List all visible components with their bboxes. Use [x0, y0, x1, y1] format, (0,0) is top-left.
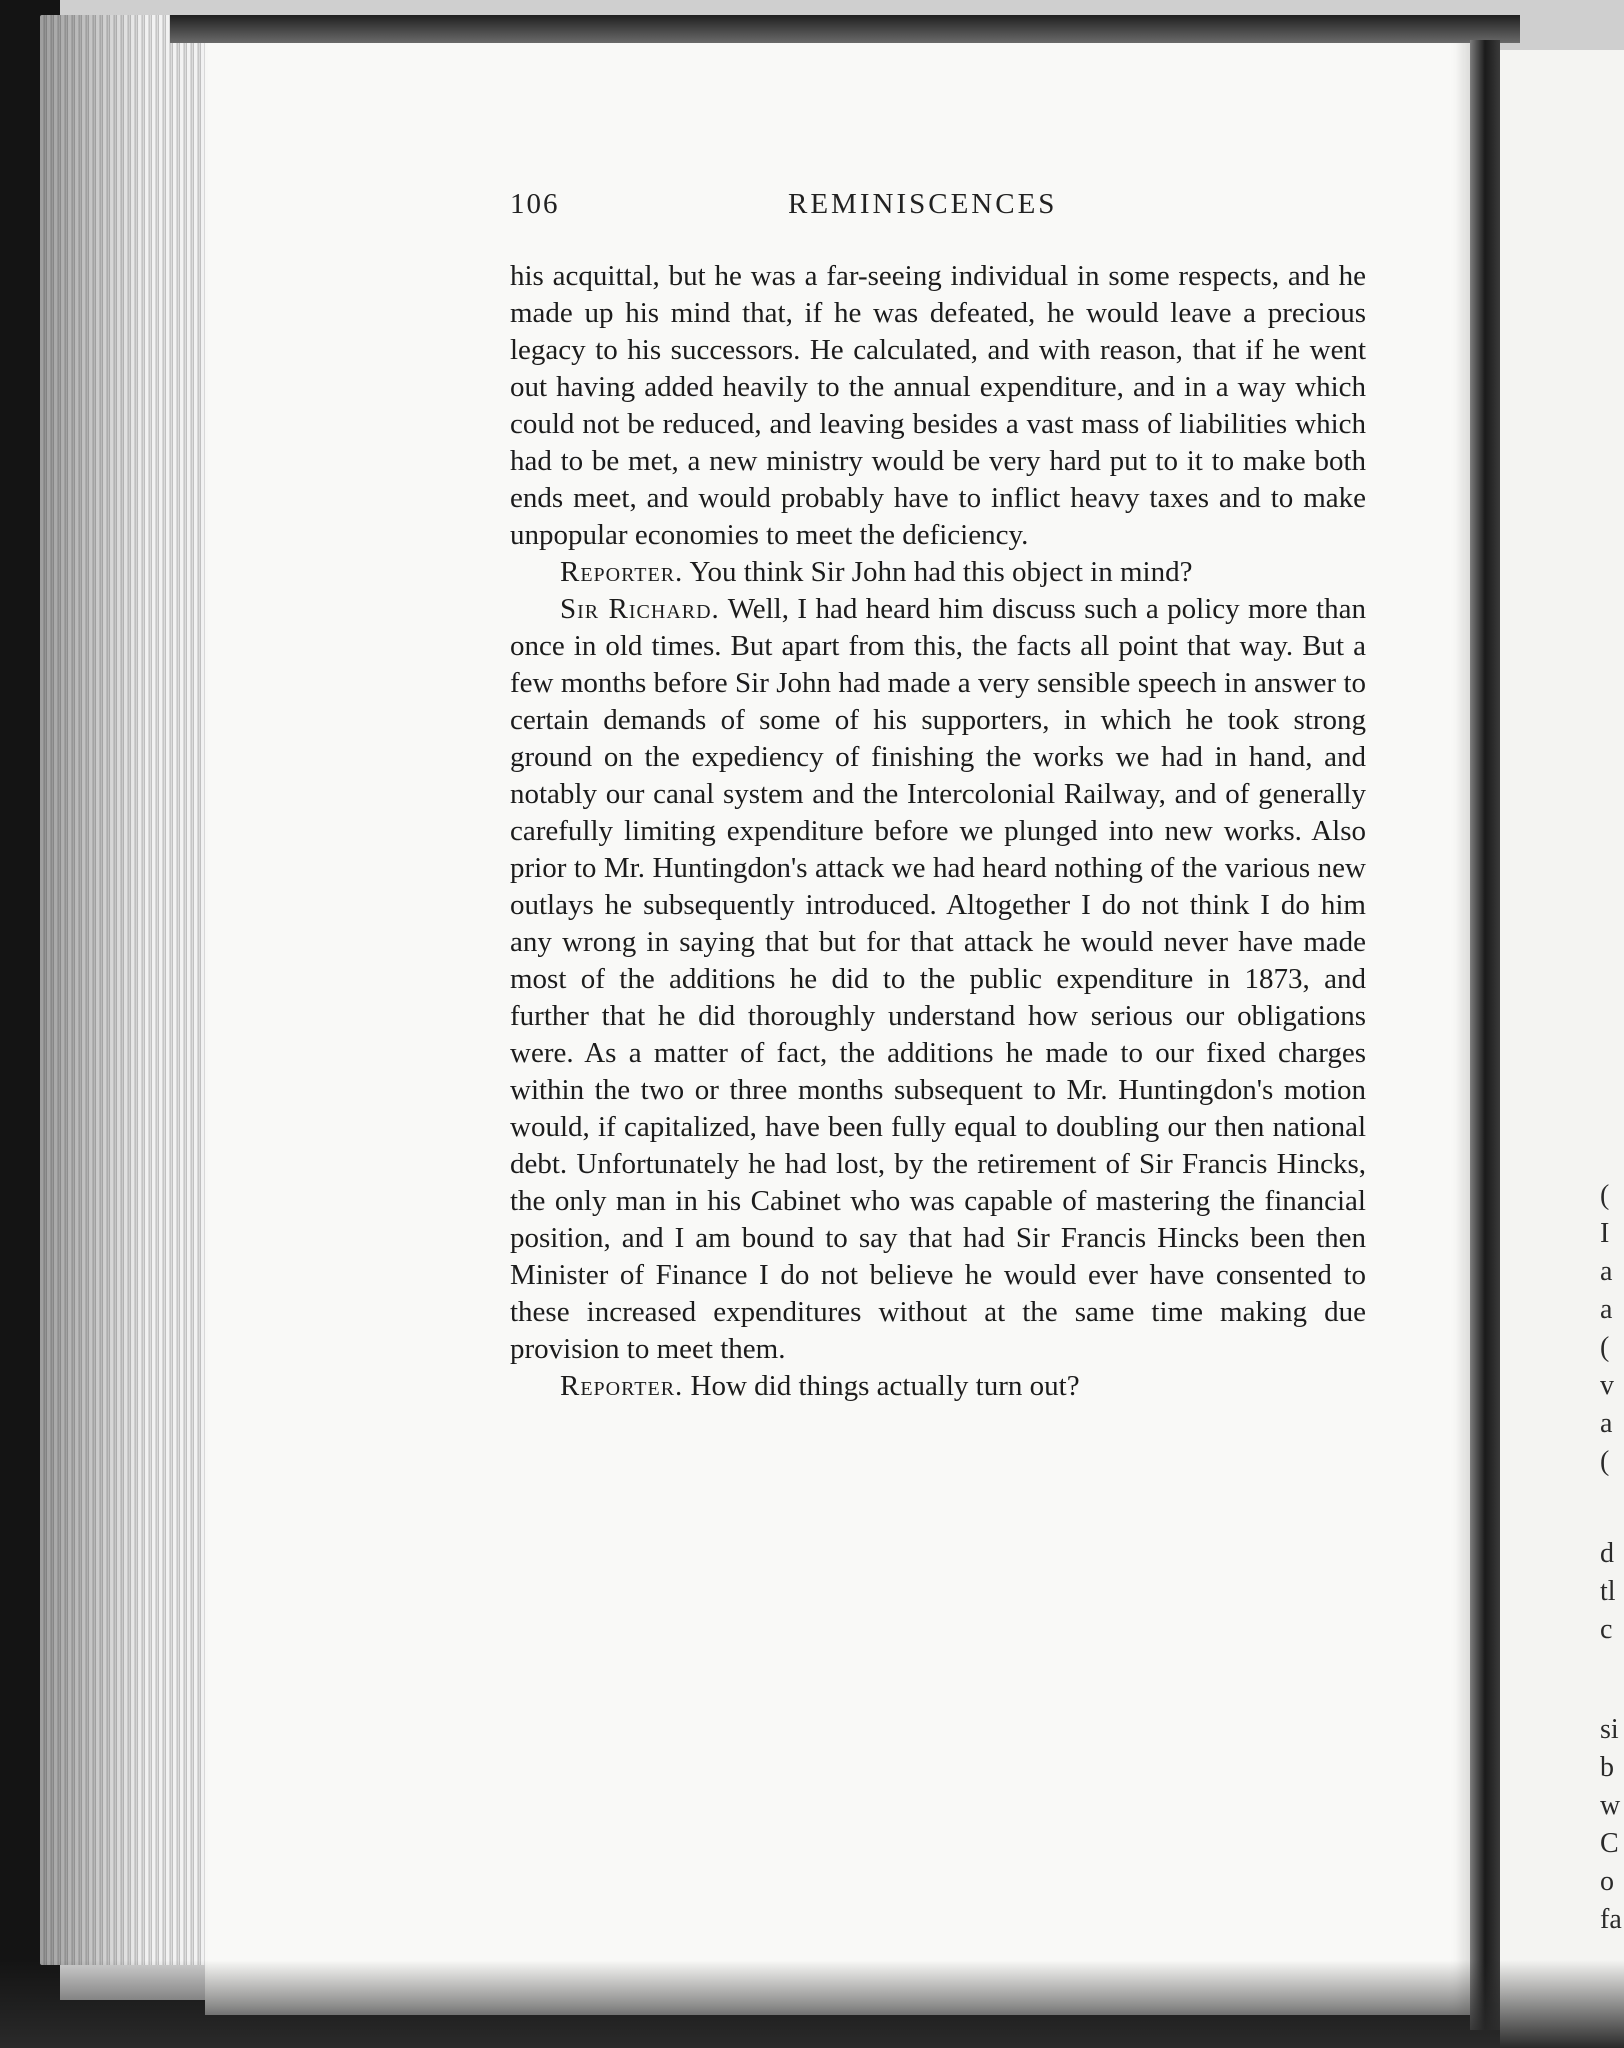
text-fragment: o: [1600, 1866, 1614, 1897]
running-head: REMINISCENCES: [788, 188, 1058, 220]
text-fragment: w: [1600, 1790, 1621, 1821]
text-fragment: si: [1600, 1714, 1619, 1745]
speaker-label: Reporter.: [560, 1370, 684, 1402]
page-number: 106: [510, 188, 560, 220]
text-fragment: a: [1600, 1256, 1613, 1287]
text-fragment: d: [1600, 1538, 1614, 1569]
text-fragment: (: [1600, 1446, 1610, 1477]
right-page-text-fragments: [1600, 0, 1624, 2048]
paragraph: [510, 554, 1366, 591]
gutter: [1470, 40, 1500, 2030]
body-text: [510, 258, 1366, 1405]
text-fragment: (: [1600, 1180, 1610, 1211]
top-shadow: [170, 15, 1520, 43]
text-fragment: tl: [1600, 1576, 1616, 1607]
text-fragment: a: [1600, 1294, 1613, 1325]
paragraph-text: How did things actually turn out?: [690, 1370, 1080, 1402]
paragraph-text: You think Sir John had this object in mind?: [689, 556, 1193, 588]
text-fragment: C: [1600, 1828, 1619, 1859]
text-fragment: c: [1600, 1614, 1613, 1645]
text-fragment: v: [1600, 1370, 1614, 1401]
page-header: [510, 188, 1370, 228]
paragraph: [510, 591, 1366, 1368]
paragraph-text: Well, I had heard him discuss such a policy more than once in old times. But apart from this, the facts all point that way. But a few months before Sir John had made a very sensible speech in answer to certain demands of some of his supporters, in which he took strong ground on the expediency of finishing the works we had in hand, and notably our canal system and the Intercolonial Railway, and of generally carefully limiting expenditure before we plunged into new works. Also prior to Mr. Huntingdon's attack we had heard nothing of the various new outlays he subsequently introduced. Altogether I do not think I do him any wrong in saying that but for that attack he would never have made most of the additions he did to the public expenditure in 1873, and further that he did thoroughly understand how serious our obligations were. As a matter of fact, the additions he made to our fixed charges within the two or three months subsequent to Mr. Huntingdon's motion would, if capitalized, have been fully equal to doubling our then national debt. Unfortunately he had lost, by the retirement of Sir Francis Hincks, the only man in his Cabinet who was capable of mastering the financial position, and I am bound to say that had Sir Francis Hincks been then Minister of Finance I do not believe he would ever have consented to these increased expenditures without at the same time making due provision to meet them.: [510, 593, 1366, 1365]
text-fragment: a: [1600, 1408, 1613, 1439]
text-fragment: b: [1600, 1752, 1614, 1783]
paragraph: [510, 258, 1366, 554]
text-fragment: I: [1600, 1218, 1610, 1249]
speaker-label: Sir Richard.: [560, 593, 720, 625]
page-edges-shadow: [40, 15, 220, 1965]
speaker-label: Reporter.: [560, 556, 684, 588]
paragraph: [510, 1368, 1366, 1405]
paragraph-text: his acquittal, but he was a far-seeing individual in some respects, and he made up his mind that, if he was defeated, he would leave a precious legacy to his successors. He calculated, and with reason, that if he went out having added heavily to the annual expenditure, and in a way which could not be reduced, and leaving besides a vast mass of liabilities which had to be met, a new ministry would be very hard put to it to make both ends meet, and would probably have to inflict heavy taxes and to make unpopular economies to meet the deficiency.: [510, 260, 1366, 551]
bottom-shadow: [0, 1960, 1624, 2048]
text-fragment: fa: [1600, 1904, 1622, 1935]
text-fragment: (: [1600, 1332, 1610, 1363]
